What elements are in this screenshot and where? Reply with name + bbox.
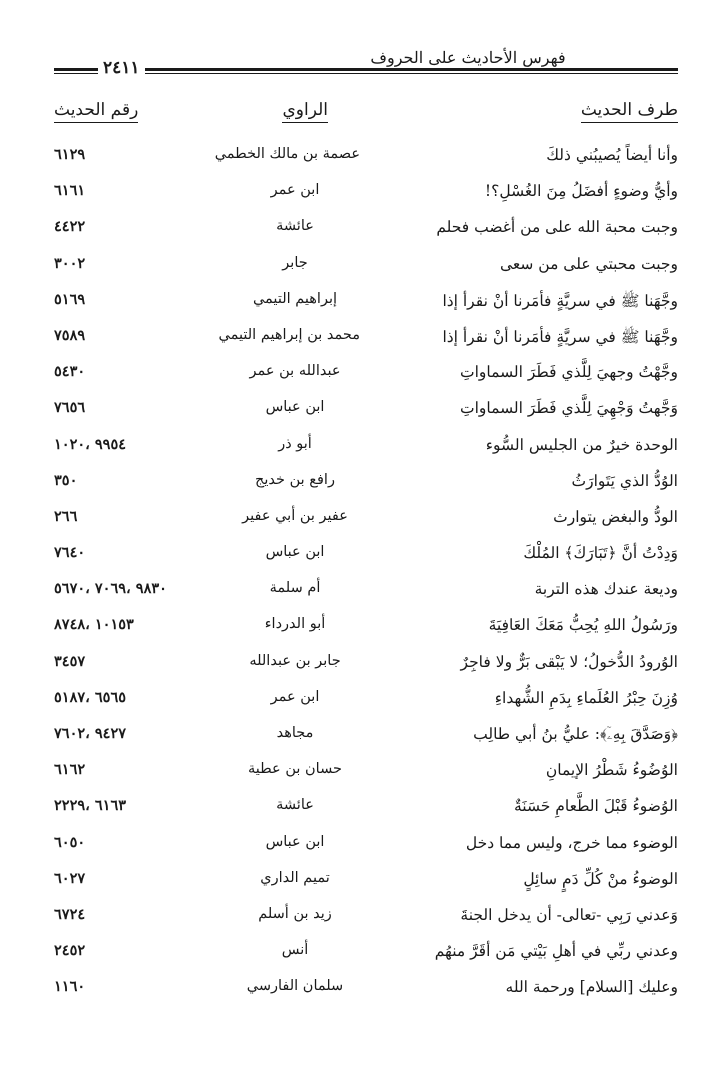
narrator-name: محمد بن إبراهيم التيمي (218, 326, 360, 343)
narrator-name: عفير بن أبي عفير (242, 507, 348, 524)
index-row (54, 936, 678, 972)
hadith-number: ٩٤٢٧ ،٧٦٠٢ (54, 725, 127, 742)
narrator-name: ابن عباس (265, 399, 325, 416)
hadith-text: ﴿وَصَدَّقَ بِهِۦٓ﴾: عليُّ بنُ أبي طالِب (473, 725, 678, 743)
index-row (54, 393, 678, 429)
hadith-number: ٣٠٠٢ (54, 254, 86, 272)
hadith-number: ١٠١٥٣ ،٨٧٤٨ (54, 616, 134, 634)
hadith-number: ٦٠٢٧ (54, 869, 86, 887)
narrator-name: تميم الداري (260, 869, 330, 886)
hadith-number: ٤٤٢٢ (54, 218, 86, 236)
hadith-text: وأيُّ وضوءٍ أفضَلُ مِنَ الغُسْلِ؟! (484, 182, 678, 201)
index-row (54, 719, 678, 755)
hadith-number: ٩٩٥٤ ،١٠٢٠ (54, 435, 127, 453)
hadith-number: ٦١٢٩ (54, 146, 86, 163)
hadith-text: وجَّهْتُ وجهيَ لِلَّذي فَطَرَ السماواتِ (460, 363, 678, 382)
index-row (54, 755, 678, 791)
hadith-text: وأنا أيضاً يُصيبُني ذلكَ (546, 146, 678, 164)
narrator-name: عبدالله بن عمر (249, 363, 341, 380)
running-head (54, 44, 678, 84)
narrator-name: مجاهد (276, 725, 314, 741)
index-row (54, 972, 678, 1008)
hadith-text: وجَّهَنا ﷺ في سريَّةٍ فأمَرنا أنْ نقرأ إذا (442, 291, 678, 310)
hadith-number: ٦١٦٢ (54, 761, 86, 779)
narrator-name: إبراهيم التيمي (252, 290, 338, 307)
hadith-text: وجبت محبتي على من سعى (499, 254, 678, 273)
hadith-text: الودُّ والبغض يتوارث (553, 507, 678, 526)
hadith-text: وُزِنَ حِبْرُ العُلَماءِ بِدَمِ الشُّهداءِ (494, 688, 678, 707)
index-row (54, 828, 678, 864)
head-rule-thin (54, 73, 678, 74)
narrator-name: رافع بن خديج (255, 471, 335, 488)
hadith-text: الوحدة خيرٌ من الجليس السُّوء (485, 435, 678, 454)
hadith-text: وجبت محبة الله على من أغضب فحلم (436, 218, 678, 237)
hadith-text: وَعدني رَبِي -تعالى- أن يدخل الجنةَ (460, 905, 678, 924)
index-row (54, 502, 678, 538)
hadith-text: وَجَّهتُ وَجْهِيَ لِلَّذي فَطَرَ السماواتِ (460, 399, 678, 418)
index-row (54, 538, 678, 574)
hadith-number: ٩٨٣٠ ،٧٠٦٩ ،٥٦٧٠ (54, 580, 167, 598)
column-headers (54, 100, 678, 132)
narrator-name: أم سلمة (269, 580, 321, 597)
hadith-text: الوضوء مما خرج، وليس مما دخل (465, 833, 678, 852)
hadith-text: وعليك [السلام] ورحمة الله (505, 978, 678, 997)
narrator-name: سلمان الفارسي (246, 978, 344, 995)
index-row (54, 285, 678, 321)
narrator-name: أبو ذر (278, 435, 312, 452)
index-rows (54, 140, 678, 1009)
hadith-number: ٦٥٦٥ ،٥١٨٧ (54, 688, 127, 706)
hadith-number: ٦١٦١ (54, 182, 86, 200)
index-row (54, 357, 678, 393)
index-row (54, 647, 678, 683)
narrator-name: عائشة (276, 797, 314, 814)
hadith-number: ٢٦٦ (54, 507, 78, 525)
narrator-name: حسان بن عطية (248, 761, 342, 778)
hadith-text: ورَسُولُ اللهِ يُحِبُّ مَعَكَ العَافِيَةَ (488, 616, 678, 635)
narrator-name: عائشة (276, 218, 314, 235)
index-row (54, 212, 678, 248)
index-row (54, 249, 678, 285)
running-head-title: فهرس الأحاديث على الحروف (370, 48, 566, 67)
index-row (54, 900, 678, 936)
index-row (54, 466, 678, 502)
index-row (54, 176, 678, 212)
hadith-number: ٦١٦٣ ،٢٢٢٩ (54, 797, 127, 815)
index-row (54, 574, 678, 610)
hadith-number: ٦٠٥٠ (54, 833, 86, 851)
hadith-text: وجَّهَنا ﷺ في سريَّةٍ فأمَرنا أنْ نقرأ إذا (442, 327, 678, 346)
narrator-name: ابن عمر (270, 688, 320, 705)
index-row (54, 140, 678, 176)
narrator-name: زيد بن أسلم (258, 905, 332, 922)
narrator-name: أنس (281, 942, 309, 959)
hadith-number: ١١٦٠ (54, 978, 86, 996)
hadith-text: الوُدُّ الذي يَتَوارَثُ (571, 471, 678, 490)
hadith-number: ٣٤٥٧ (54, 652, 86, 670)
hadith-number: ٥٤٣٠ (54, 363, 86, 381)
narrator-name: عصمة بن مالك الخطمي (214, 146, 360, 162)
column-header-text: طرف الحديث (581, 100, 678, 123)
narrator-name: ابن عمر (270, 182, 320, 199)
hadith-number: ٧٦٤٠ (54, 544, 86, 562)
index-row (54, 864, 678, 900)
head-rule-thick (54, 68, 678, 71)
hadith-text: الوُضُوءُ شَطْرُ الإيمانِ (545, 761, 678, 780)
column-header-number: رقم الحديث (54, 100, 138, 123)
hadith-number: ٢٤٥٢ (54, 942, 86, 960)
column-header-narrator: الراوي (282, 100, 328, 123)
index-row (54, 683, 678, 719)
hadith-number: ٧٦٥٦ (54, 399, 86, 417)
narrator-name: جابر (282, 254, 308, 271)
hadith-number: ٣٥٠ (54, 471, 78, 489)
hadith-text: وَدِدْتُ أنَّ ﴿تَبَارَكَ﴾ المُلْكَ (523, 544, 678, 563)
index-row (54, 791, 678, 827)
hadith-text: وعدني ربِّي في أهلِ بَيْتي مَن أقَرَّ منهُم (434, 942, 678, 961)
hadith-number: ٦٧٢٤ (54, 905, 86, 923)
index-row (54, 321, 678, 357)
narrator-name: ابن عباس (265, 833, 325, 850)
page-number: ٢٤١١ (98, 58, 145, 78)
hadith-text: وديعة عندك هذه التربة (534, 580, 678, 599)
hadith-text: الوضوءُ منْ كُلِّ دَمٍ سائِلٍ (523, 869, 678, 888)
narrator-name: جابر بن عبدالله (249, 652, 341, 669)
hadith-text: الوُضوءُ قَبْلَ الطَّعامِ حَسَنَةٌ (513, 797, 678, 816)
narrator-name: ابن عباس (265, 544, 325, 561)
hadith-number: ٧٥٨٩ (54, 326, 86, 344)
narrator-name: أبو الدرداء (264, 616, 326, 633)
index-row (54, 430, 678, 466)
hadith-number: ٥١٦٩ (54, 290, 86, 308)
hadith-text: الوُرودُ الدُّخولُ؛ لا يَبْقى بَرٌّ ولا فاجِرٌ (460, 652, 678, 671)
index-row (54, 610, 678, 646)
